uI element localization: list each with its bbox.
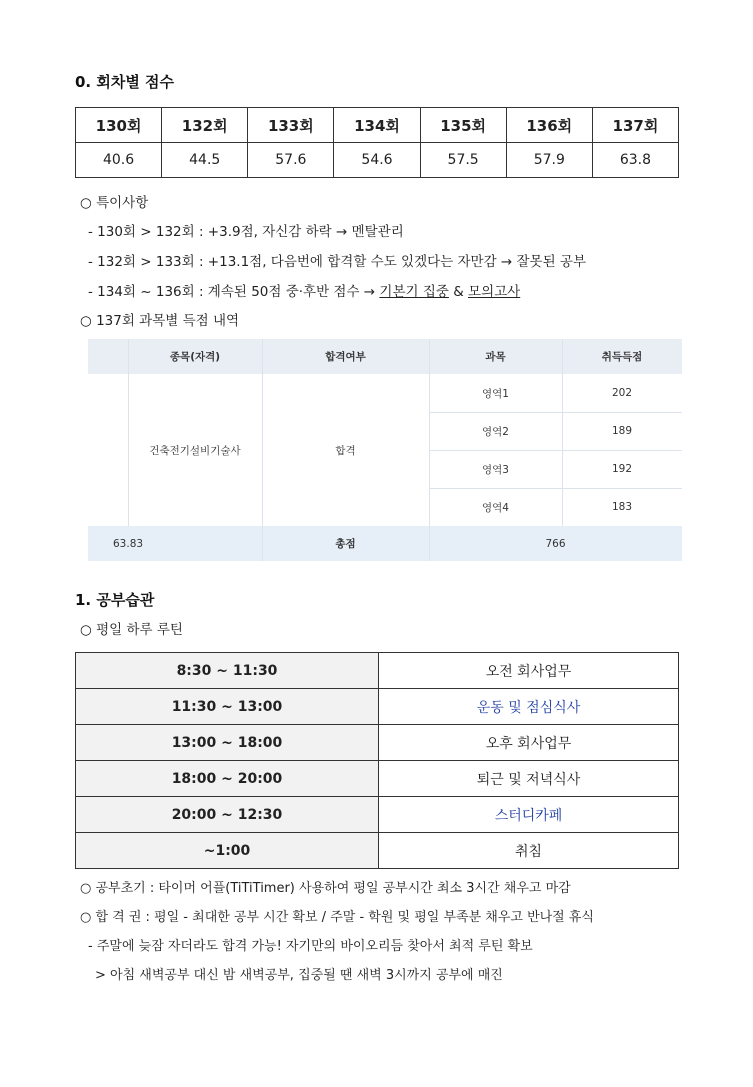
result-footer-avg: 63.83 <box>88 526 262 561</box>
routine-row <box>76 653 679 689</box>
routine-activity-3: 오후 회사업무 <box>379 725 679 761</box>
grid-line <box>429 412 682 413</box>
result-score-1: 202 <box>611 387 633 399</box>
notes-title: ○ 특이사항 <box>80 195 149 211</box>
routine-row <box>76 725 679 761</box>
score-value-133: 57.6 <box>248 143 334 178</box>
bottom-line-1: ○ 공부초기 : 타이머 어플(TiTiTimer) 사용하여 평일 공부시간 최소 3시간 채우고 마감 <box>80 881 571 896</box>
score-value-136: 57.9 <box>506 143 592 178</box>
routine-time-4: 18:00 ~ 20:00 <box>76 761 379 797</box>
result-header-pass: 합격여부 <box>262 339 429 374</box>
result-table <box>88 339 682 561</box>
bottom-line-3: - 주말에 늦잠 자더라도 합격 가능! 자기만의 바이오리듬 찾아서 최적 루틴 확보 <box>88 939 533 954</box>
routine-row <box>76 797 679 833</box>
grid-line <box>429 488 682 489</box>
note-link-fundamentals: 기본기 집중 <box>379 284 449 300</box>
score-value-134: 54.6 <box>334 143 420 178</box>
routine-activity-1: 오전 회사업무 <box>379 653 679 689</box>
result-header-blank <box>88 339 128 374</box>
routine-time-2: 11:30 ~ 13:00 <box>76 689 379 725</box>
score-value-135: 57.5 <box>420 143 506 178</box>
grid-line <box>262 339 263 561</box>
result-header-score: 취득득점 <box>562 339 682 374</box>
routine-time-6: ~1:00 <box>76 833 379 869</box>
score-header-130: 130회 <box>76 108 162 143</box>
score-table <box>75 107 679 178</box>
score-header-134: 134회 <box>334 108 420 143</box>
routine-row <box>76 833 679 869</box>
result-header-item: 종목(자격) <box>128 339 262 374</box>
score-header-133: 133회 <box>248 108 334 143</box>
routine-row <box>76 761 679 797</box>
result-footer-total: 766 <box>429 526 682 561</box>
note-line-3 <box>88 280 520 300</box>
score-value-130: 40.6 <box>76 143 162 178</box>
result-title: ○ 137회 과목별 득점 내역 <box>80 313 240 329</box>
note-line-2: - 132회 > 133회 : +13.1점, 다음번에 합격할 수도 있겠다는 자만감 → 잘못된 공부 <box>88 254 587 270</box>
routine-title: ○ 평일 하루 루틴 <box>80 622 183 638</box>
bottom-line-4: > 아침 새벽공부 대신 밤 새벽공부, 집중될 땐 새벽 3시까지 공부에 매진 <box>95 968 503 983</box>
score-value-132: 44.5 <box>162 143 248 178</box>
routine-time-3: 13:00 ~ 18:00 <box>76 725 379 761</box>
score-header-132: 132회 <box>162 108 248 143</box>
grid-line <box>429 450 682 451</box>
note-link-mock-exam: 모의고사 <box>468 284 521 300</box>
routine-activity-5: 스터디카페 <box>379 797 679 833</box>
grid-line <box>562 339 563 526</box>
section-1-heading: 1. 공부습관 <box>75 591 155 609</box>
result-subject-2: 영역2 <box>482 425 509 438</box>
routine-activity-6: 취침 <box>379 833 679 869</box>
score-header-137: 137회 <box>592 108 678 143</box>
bottom-line-2: ○ 합 격 권 : 평일 - 최대한 공부 시간 확보 / 주말 - 학원 및 평일 부족분 채우고 반나절 휴식 <box>80 910 594 925</box>
routine-row <box>76 689 679 725</box>
score-value-137: 63.8 <box>592 143 678 178</box>
routine-activity-2: 운동 및 점심식사 <box>379 689 679 725</box>
routine-table <box>75 652 679 869</box>
routine-time-1: 8:30 ~ 11:30 <box>76 653 379 689</box>
routine-time-5: 20:00 ~ 12:30 <box>76 797 379 833</box>
result-score-4: 183 <box>611 501 633 513</box>
grid-line <box>128 339 129 526</box>
note-line-3-mid: & <box>448 284 469 300</box>
result-pass: 합격 <box>335 444 356 457</box>
result-subject-4: 영역4 <box>482 501 509 514</box>
result-subject-1: 영역1 <box>482 387 509 400</box>
result-score-3: 192 <box>611 463 633 475</box>
note-line-1: - 130회 > 132회 : +3.9점, 자신감 하락 → 멘탈관리 <box>88 224 404 240</box>
note-line-3-prefix: - 134회 ~ 136회 : 계속된 50점 중·후반 점수 → <box>88 284 380 300</box>
result-score-2: 189 <box>611 425 633 437</box>
score-header-135: 135회 <box>420 108 506 143</box>
result-footer-label: 총점 <box>262 526 429 561</box>
score-header-136: 136회 <box>506 108 592 143</box>
result-subject-3: 영역3 <box>482 463 509 476</box>
section-0-heading: 0. 회차별 점수 <box>75 73 175 91</box>
routine-activity-4: 퇴근 및 저녁식사 <box>379 761 679 797</box>
result-item: 건축전기설비기술사 <box>149 444 241 457</box>
result-header-subject: 과목 <box>429 339 562 374</box>
